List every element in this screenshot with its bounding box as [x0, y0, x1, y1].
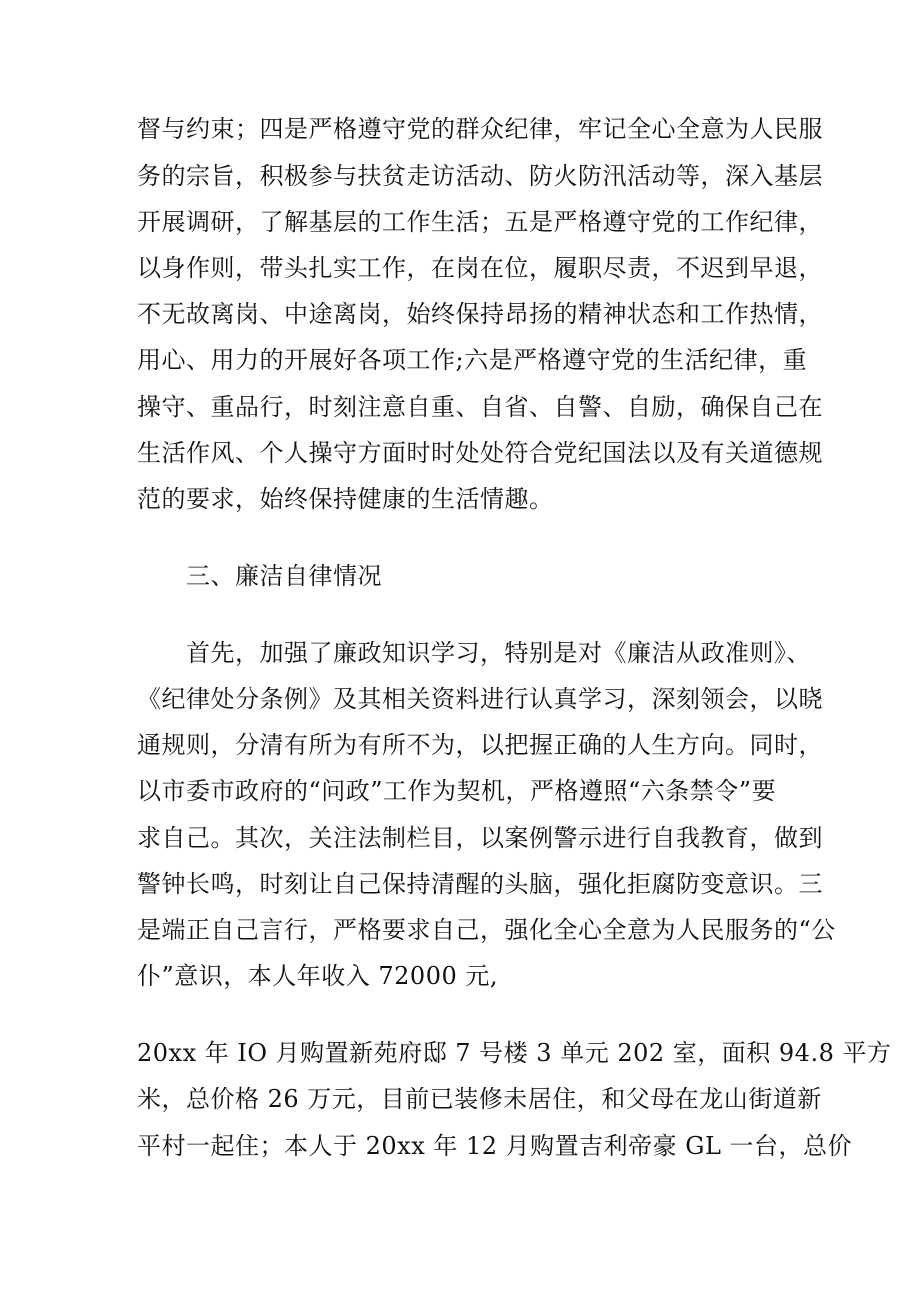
paragraph-line: 《纪律处分条例》及其相关资料进行认真学习，深刻领会，以晓 [137, 685, 823, 713]
paragraph-line: 不无故离岗、中途离岗，始终保持昂扬的精神状态和工作热情， [137, 300, 823, 328]
paragraph-line: 米，总价格 26 万元，目前已装修未居住，和父母在龙山街道新 [137, 1085, 822, 1113]
paragraph-line: 警钟长鸣，时刻让自己保持清醒的头脑，强化拒腐防变意识。三 [137, 870, 823, 898]
paragraph-line: 务的宗旨，积极参与扶贫走访活动、防火防汛活动等，深入基层 [137, 162, 823, 190]
paragraph-line: 仆”意识，本人年收入 72000 元, [137, 962, 499, 990]
paragraph-line: 是端正自己言行，严格要求自己，强化全心全意为人民服务的“公 [137, 916, 836, 944]
paragraph-line: 求自己。其次，关注法制栏目，以案例警示进行自我教育，做到 [137, 824, 823, 852]
paragraph-line: 20xx 年 IO 月购置新苑府邸 7 号楼 3 单元 202 室，面积 94.8 平方 [137, 1039, 892, 1067]
paragraph-line: 督与约束；四是严格遵守党的群众纪律，牢记全心全意为人民服 [137, 115, 823, 143]
paragraph-line: 生活作风、个人操守方面时时处处符合党纪国法以及有关道德规 [137, 439, 823, 467]
paragraph-line: 开展调研，了解基层的工作生活；五是严格遵守党的工作纪律， [137, 208, 823, 236]
paragraph-line: 以身作则，带头扎实工作，在岗在位，履职尽责，不迟到早退， [137, 254, 823, 282]
paragraph-line: 平村一起住；本人于 20xx 年 12 月购置吉利帝豪 GL 一台，总价 [137, 1132, 853, 1160]
paragraph-line: 首先，加强了廉政知识学习，特别是对《廉洁从政准则》、 [186, 639, 811, 667]
paragraph-line: 操守、重品行，时刻注意自重、自省、自警、自励，确保自己在 [137, 393, 823, 421]
paragraph-line: 通规则，分清有所为有所不为，以把握正确的人生方向。同时， [137, 731, 823, 759]
section-heading: 三、廉洁自律情况 [186, 562, 382, 590]
paragraph-line: 范的要求，始终保持健康的生活情趣。 [137, 485, 554, 513]
paragraph-line: 用心、用力的开展好各项工作;六是严格遵守党的生活纪律，重 [137, 346, 808, 374]
paragraph-line: 以市委市政府的“问政”工作为契机，严格遵照“六条禁令”要 [137, 777, 777, 805]
